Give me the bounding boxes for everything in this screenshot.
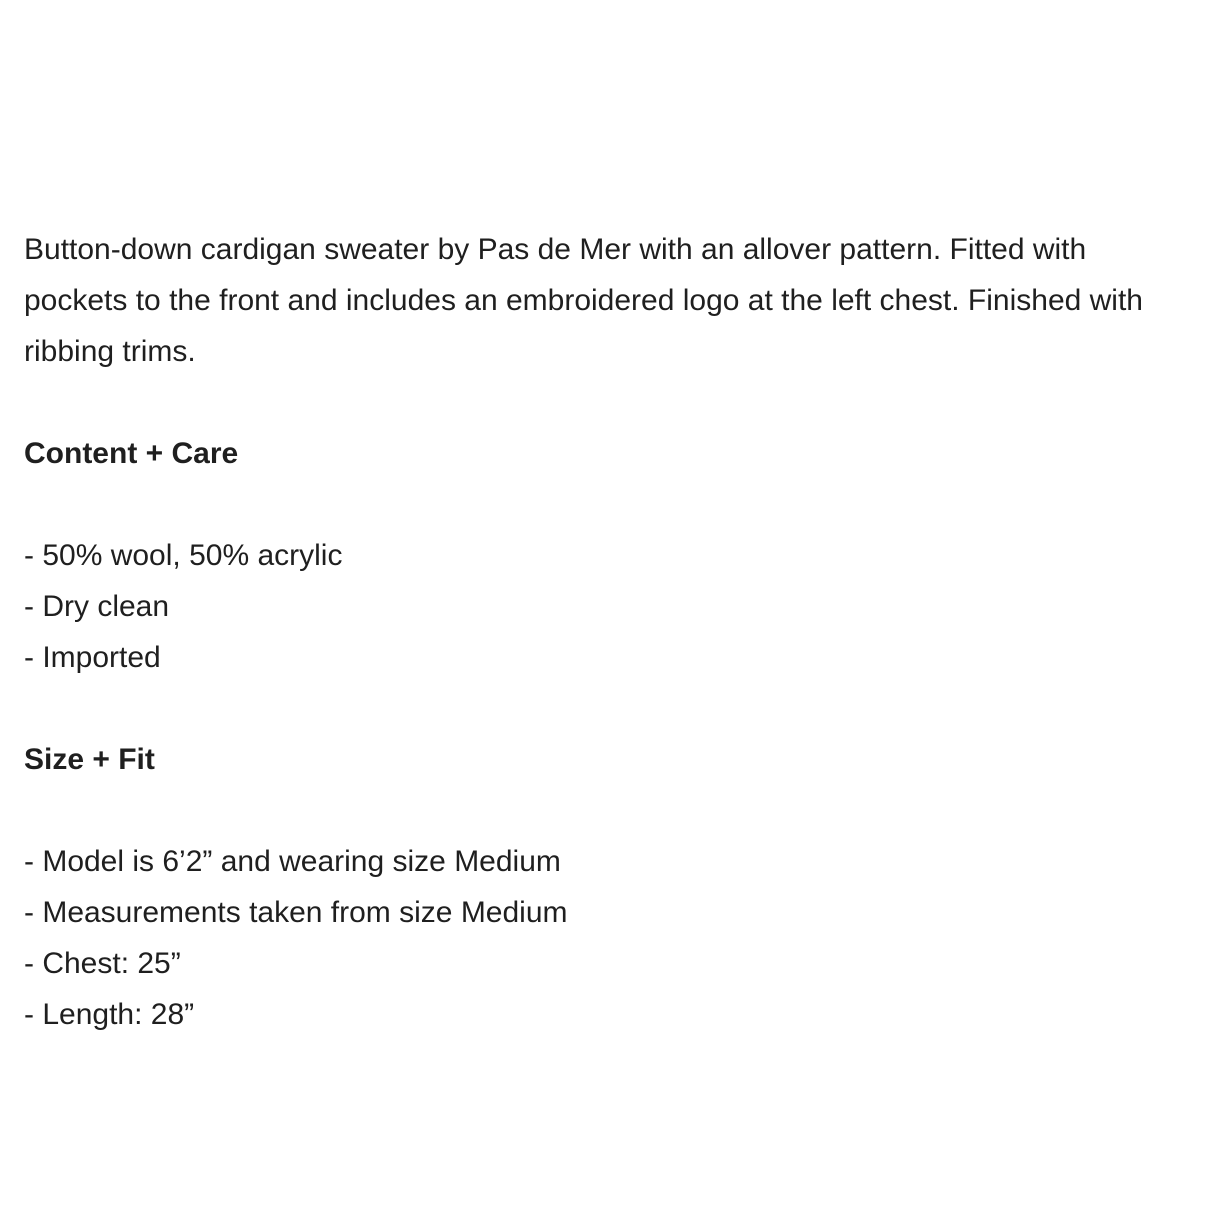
list-item: - Length: 28” <box>24 998 195 1031</box>
size-fit-list <box>24 836 1184 1040</box>
product-description: Button-down cardigan sweater by Pas de Mer with an allover pattern. Fitted with pockets to the front and includes an embroidered logo at the left chest. Finished with ribbing trims. <box>24 233 1143 368</box>
list-item: - Measurements taken from size Medium <box>24 896 568 929</box>
list-item: - 50% wool, 50% acrylic <box>24 539 343 572</box>
size-fit-heading: Size + Fit <box>24 743 155 776</box>
list-item: - Imported <box>24 641 161 674</box>
product-details <box>24 224 1184 1040</box>
content-care-list <box>24 530 1184 683</box>
list-item: - Chest: 25” <box>24 947 181 980</box>
list-item: - Dry clean <box>24 590 170 623</box>
list-item: - Model is 6’2” and wearing size Medium <box>24 845 561 878</box>
content-care-heading: Content + Care <box>24 437 239 470</box>
